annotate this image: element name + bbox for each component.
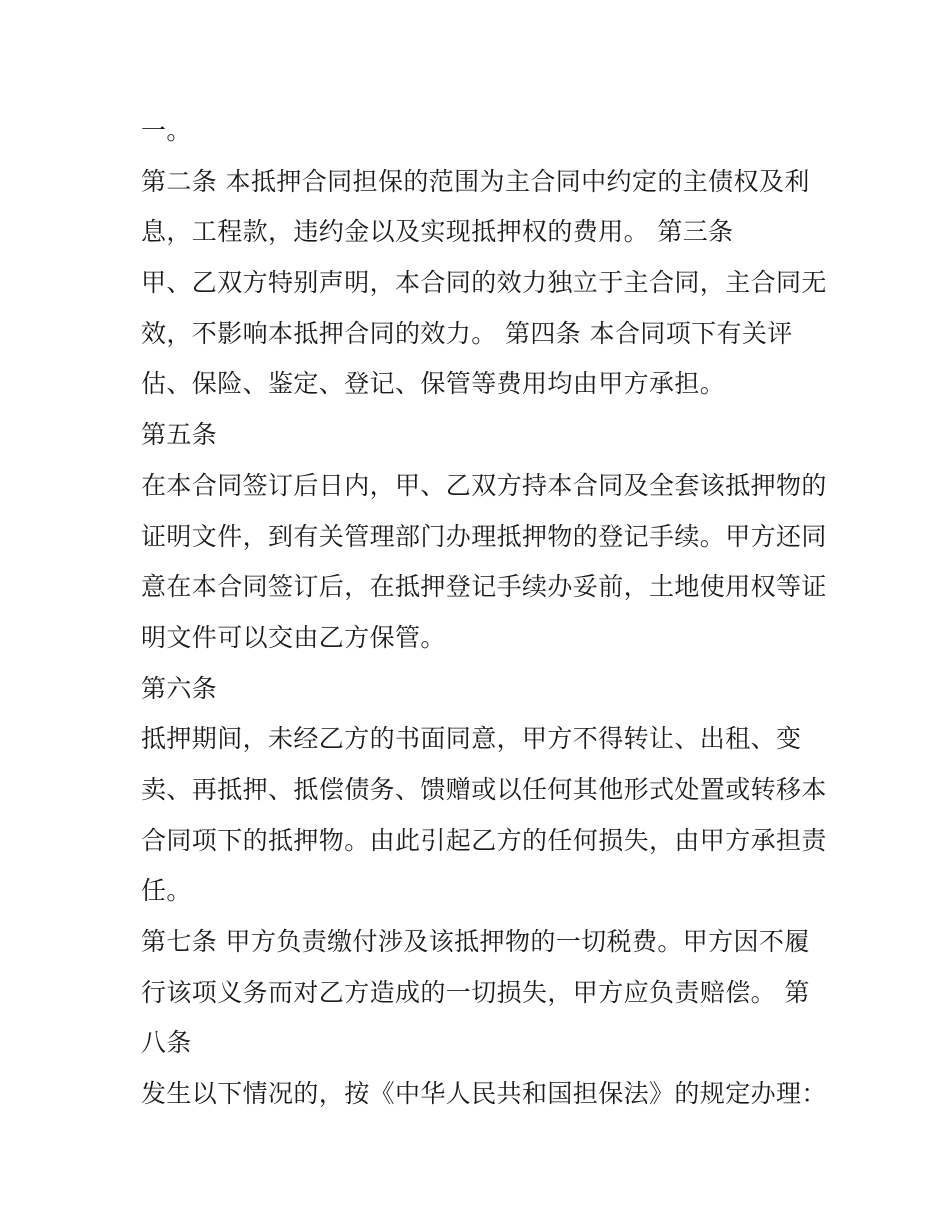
- text-line: 甲、乙双方特别声明，本合同的效力独立于主合同，主合同无: [141, 268, 827, 298]
- text-line: 卖、再抵押、抵偿债务、馈赠或以任何其他形式处置或转移本: [141, 774, 827, 804]
- document-body: [141, 106, 831, 1120]
- text-line: 第二条 本抵押合同担保的范围为主合同中约定的主债权及利: [141, 166, 810, 196]
- text-line: 行该项义务而对乙方造成的一切损失，甲方应负责赔偿。 第: [141, 977, 810, 1007]
- text-line: 估、保险、鉴定、登记、保管等费用均由甲方承担。: [141, 369, 726, 399]
- text-line: 合同项下的抵押物。由此引起乙方的任何损失，由甲方承担责: [141, 825, 827, 855]
- text-line: 在本合同签订后日内，甲、乙双方持本合同及全套该抵押物的: [141, 470, 827, 500]
- text-line: 证明文件，到有关管理部门办理抵押物的登记手续。甲方还同: [141, 521, 827, 551]
- text-line: 任。: [141, 876, 192, 906]
- text-line: 第六条: [141, 673, 218, 703]
- text-line: 发生以下情况的，按《中华人民共和国担保法》的规定办理：: [141, 1079, 827, 1109]
- text-line: 八条: [141, 1028, 192, 1058]
- text-line: 第七条 甲方负责缴付涉及该抵押物的一切税费。甲方因不履: [141, 927, 810, 956]
- text-line: 明文件可以交由乙方保管。: [141, 622, 446, 652]
- text-line: 意在本合同签订后，在抵押登记手续办妥前，土地使用权等证: [141, 572, 827, 602]
- text-line: 第五条: [141, 420, 218, 450]
- text-line: 效，不影响本抵押合同的效力。 第四条 本合同项下有关评: [141, 318, 793, 348]
- text-line: 一。: [141, 116, 192, 145]
- text-line: 抵押期间，未经乙方的书面同意，甲方不得转让、出租、变: [141, 724, 802, 754]
- text-line: 息，工程款，违约金以及实现抵押权的费用。 第三条: [141, 217, 734, 247]
